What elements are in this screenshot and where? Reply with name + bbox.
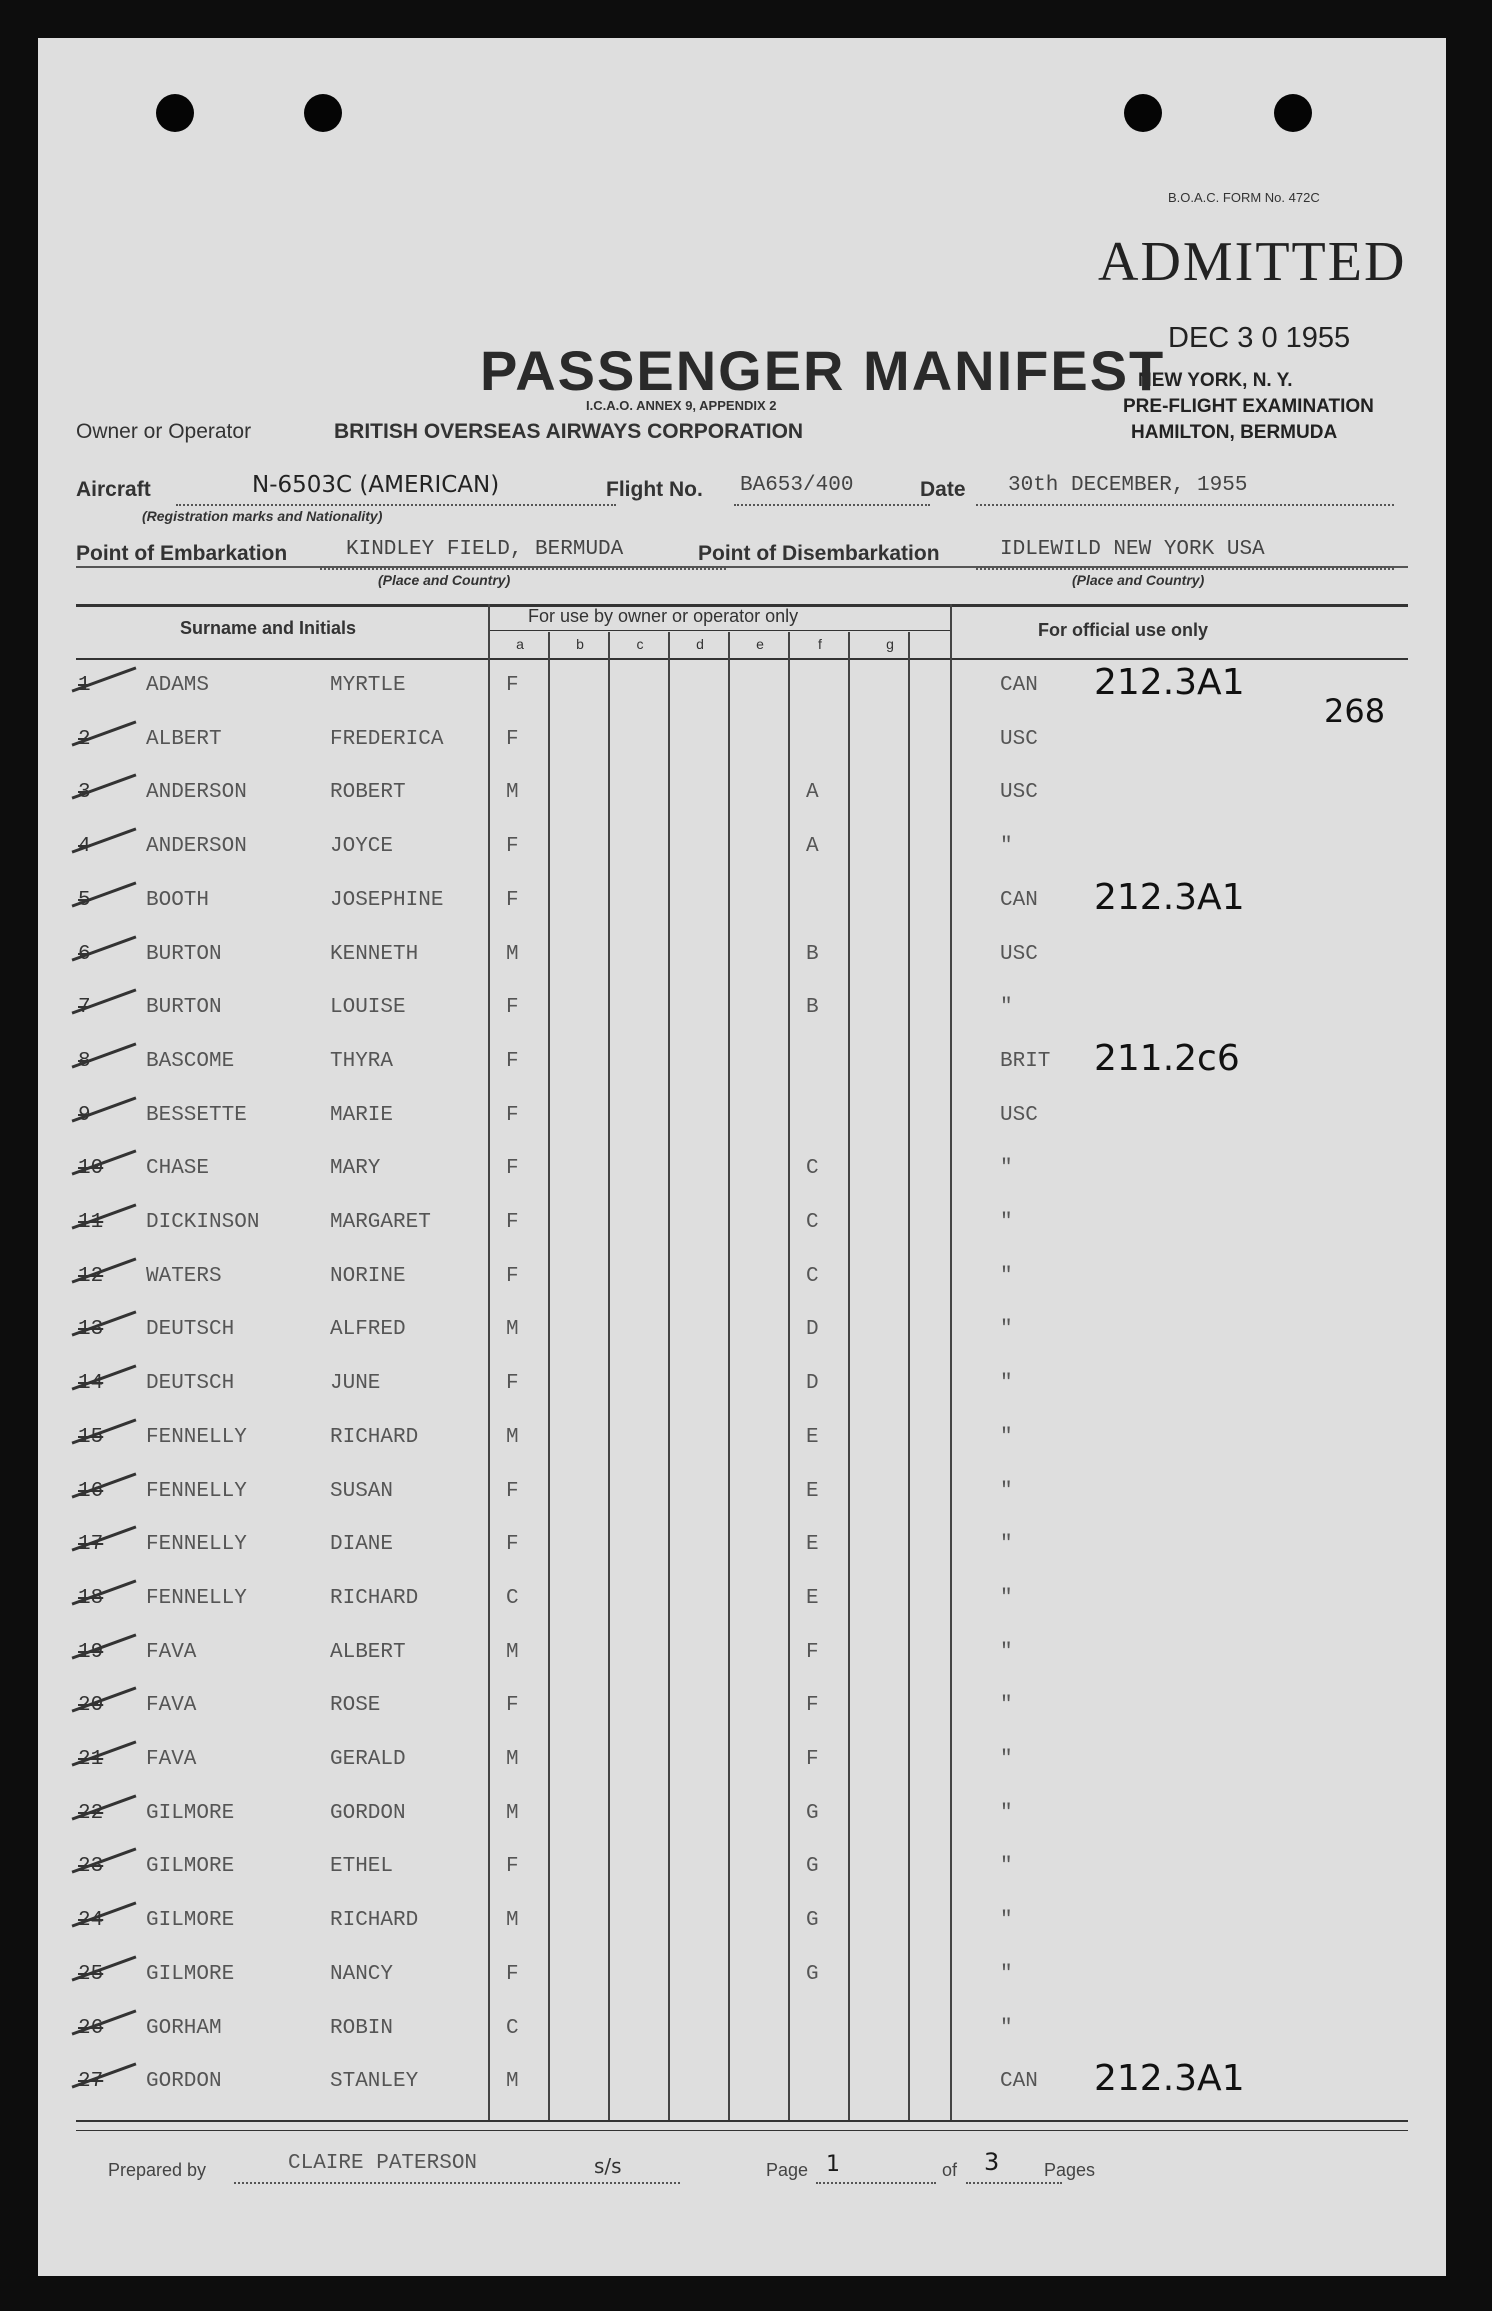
- given-name-cell: ALBERT: [330, 1641, 406, 1664]
- row-number: 8: [78, 1050, 91, 1073]
- admitted-stamp: ADMITTED: [1098, 231, 1407, 293]
- given-name-cell: JUNE: [330, 1372, 381, 1395]
- document-title: PASSENGER MANIFEST: [480, 339, 1166, 402]
- row-number: 26: [78, 2017, 104, 2040]
- passenger-row: [38, 2058, 1446, 2106]
- surname-cell: ADAMS: [146, 674, 210, 697]
- surname-cell: FENNELLY: [146, 1480, 247, 1503]
- date-label: Date: [920, 478, 966, 501]
- given-name-cell: ROBIN: [330, 2017, 394, 2040]
- nationality-cell: ": [1000, 1802, 1013, 1825]
- divider: [76, 566, 1408, 568]
- aircraft-note: (Registration marks and Nationality): [142, 508, 383, 524]
- disembark-note: (Place and Country): [1072, 572, 1205, 588]
- row-number: 9: [78, 1104, 91, 1127]
- page-value: 1: [826, 2152, 840, 2177]
- nationality-cell: ": [1000, 1694, 1013, 1717]
- surname-cell: DEUTSCH: [146, 1318, 235, 1341]
- flight-label: Flight No.: [606, 478, 703, 501]
- group-cell: F: [806, 1641, 819, 1664]
- stamp-line-3: HAMILTON, BERMUDA: [1131, 422, 1338, 443]
- handwritten-code: 212.3A1: [1094, 877, 1245, 918]
- manifest-sheet: [38, 38, 1446, 2276]
- row-number: 23: [78, 1855, 104, 1878]
- row-number: 5: [78, 889, 91, 912]
- sex-cell: M: [506, 781, 519, 804]
- nationality-cell: ": [1000, 1480, 1013, 1503]
- flight-line: [734, 504, 930, 506]
- given-name-cell: MARY: [330, 1157, 381, 1180]
- row-number: 3: [78, 781, 91, 804]
- group-cell: G: [806, 1963, 819, 1986]
- passenger-row: [38, 877, 1446, 925]
- given-name-cell: KENNETH: [330, 943, 419, 966]
- table-bottom-rule: [76, 2120, 1408, 2122]
- stamp-line-2: PRE-FLIGHT EXAMINATION: [1123, 396, 1374, 417]
- prepared-by-line: [234, 2182, 680, 2184]
- page-label: Page: [766, 2160, 809, 2180]
- surname-cell: GORDON: [146, 2070, 222, 2093]
- punch-hole: [304, 94, 342, 132]
- surname-cell: GILMORE: [146, 1963, 235, 1986]
- sex-cell: C: [506, 2017, 519, 2040]
- column-letter: a: [516, 636, 524, 652]
- sex-cell: F: [506, 1480, 519, 1503]
- disembark-value: IDLEWILD NEW YORK USA: [1000, 538, 1265, 561]
- handwritten-page-number: 268: [1324, 692, 1386, 730]
- surname-cell: ANDERSON: [146, 835, 247, 858]
- given-name-cell: FREDERICA: [330, 728, 444, 751]
- given-name-cell: LOUISE: [330, 996, 406, 1019]
- group-cell: A: [806, 835, 819, 858]
- surname-cell: FAVA: [146, 1748, 197, 1771]
- sex-cell: M: [506, 1426, 519, 1449]
- group-cell: C: [806, 1211, 819, 1234]
- row-number: 19: [78, 1641, 104, 1664]
- disembark-label: Point of Disembarkation: [698, 542, 940, 565]
- surname-header: Surname and Initials: [180, 618, 357, 638]
- sex-cell: F: [506, 1050, 519, 1073]
- passenger-row: [38, 662, 1446, 710]
- row-number: 18: [78, 1587, 104, 1610]
- aircraft-value: N-6503C (AMERICAN): [252, 472, 500, 498]
- passenger-row: [38, 781, 1446, 817]
- passenger-row: [38, 1694, 1446, 1730]
- surname-cell: ALBERT: [146, 728, 222, 751]
- sex-cell: F: [506, 1265, 519, 1288]
- nationality-cell: USC: [1000, 943, 1038, 966]
- given-name-cell: ROBERT: [330, 781, 406, 804]
- punch-hole: [156, 94, 194, 132]
- group-cell: B: [806, 996, 819, 1019]
- nationality-cell: CAN: [1000, 2070, 1038, 2093]
- nationality-cell: ": [1000, 1641, 1013, 1664]
- row-number: 1: [78, 674, 91, 697]
- passenger-row: [38, 996, 1446, 1032]
- row-number: 21: [78, 1748, 104, 1771]
- passenger-row: [38, 1802, 1446, 1838]
- column-rule: [950, 604, 952, 2120]
- column-letter: f: [818, 636, 822, 652]
- surname-cell: BESSETTE: [146, 1104, 247, 1127]
- group-cell: G: [806, 1909, 819, 1932]
- surname-cell: DICKINSON: [146, 1211, 260, 1234]
- column-letter: e: [756, 636, 764, 652]
- sex-cell: F: [506, 835, 519, 858]
- sex-cell: M: [506, 2070, 519, 2093]
- passenger-row: [38, 1426, 1446, 1462]
- group-cell: C: [806, 1265, 819, 1288]
- given-name-cell: THYRA: [330, 1050, 394, 1073]
- given-name-cell: RICHARD: [330, 1587, 419, 1610]
- passenger-row: [38, 2017, 1446, 2053]
- surname-cell: WATERS: [146, 1265, 222, 1288]
- sex-cell: M: [506, 1748, 519, 1771]
- nationality-cell: ": [1000, 1318, 1013, 1341]
- passenger-row: [38, 1157, 1446, 1193]
- flight-value: BA653/400: [740, 474, 854, 497]
- table-bottom-rule-2: [76, 2130, 1408, 2131]
- nationality-cell: ": [1000, 1157, 1013, 1180]
- surname-cell: FENNELLY: [146, 1426, 247, 1449]
- surname-cell: FENNELLY: [146, 1533, 247, 1556]
- group-cell: E: [806, 1533, 819, 1556]
- punch-hole: [1274, 94, 1312, 132]
- row-number: 27: [78, 2070, 104, 2093]
- group-cell: E: [806, 1480, 819, 1503]
- surname-cell: FAVA: [146, 1694, 197, 1717]
- row-number: 20: [78, 1694, 104, 1717]
- column-letter: g: [886, 636, 894, 652]
- nationality-cell: ": [1000, 1265, 1013, 1288]
- handwritten-code: 212.3A1: [1094, 2058, 1245, 2099]
- surname-cell: ANDERSON: [146, 781, 247, 804]
- row-number: 4: [78, 835, 91, 858]
- sex-cell: F: [506, 1372, 519, 1395]
- embark-value: KINDLEY FIELD, BERMUDA: [346, 538, 624, 561]
- row-number: 12: [78, 1265, 104, 1288]
- nationality-cell: ": [1000, 835, 1013, 858]
- column-letter: d: [696, 636, 704, 652]
- stamp-line-1: NEW YORK, N. Y.: [1138, 370, 1293, 391]
- passenger-row: [38, 1963, 1446, 1999]
- group-cell: F: [806, 1694, 819, 1717]
- group-cell: D: [806, 1372, 819, 1395]
- nationality-cell: ": [1000, 1211, 1013, 1234]
- surname-cell: GILMORE: [146, 1909, 235, 1932]
- disembark-line: [976, 568, 1394, 570]
- row-number: 6: [78, 943, 91, 966]
- given-name-cell: GORDON: [330, 1802, 406, 1825]
- passenger-row: [38, 1104, 1446, 1140]
- given-name-cell: MARIE: [330, 1104, 394, 1127]
- sex-cell: M: [506, 1802, 519, 1825]
- owner-label: Owner or Operator: [76, 420, 252, 443]
- given-name-cell: ETHEL: [330, 1855, 394, 1878]
- handwritten-code: 212.3A1: [1094, 662, 1245, 703]
- row-number: 10: [78, 1157, 104, 1180]
- sex-cell: M: [506, 1318, 519, 1341]
- nationality-cell: USC: [1000, 1104, 1038, 1127]
- nationality-cell: ": [1000, 1426, 1013, 1449]
- nationality-cell: ": [1000, 1748, 1013, 1771]
- given-name-cell: MYRTLE: [330, 674, 406, 697]
- passenger-row: [38, 835, 1446, 871]
- embark-note: (Place and Country): [378, 572, 511, 588]
- form-number: B.O.A.C. FORM No. 472C: [1168, 190, 1320, 205]
- row-number: 17: [78, 1533, 104, 1556]
- prepared-by-label: Prepared by: [108, 2160, 207, 2180]
- row-number: 2: [78, 728, 91, 751]
- passenger-row: [38, 1372, 1446, 1408]
- given-name-cell: RICHARD: [330, 1909, 419, 1932]
- passenger-row: [38, 1318, 1446, 1354]
- given-name-cell: GERALD: [330, 1748, 406, 1771]
- punch-hole: [1124, 94, 1162, 132]
- group-cell: A: [806, 781, 819, 804]
- surname-cell: DEUTSCH: [146, 1372, 235, 1395]
- group-cell: E: [806, 1587, 819, 1610]
- aircraft-line: [176, 504, 616, 506]
- passenger-row: [38, 1211, 1446, 1247]
- passenger-row: [38, 1533, 1446, 1569]
- sex-cell: F: [506, 1157, 519, 1180]
- passenger-row: [38, 1038, 1446, 1086]
- surname-cell: CHASE: [146, 1157, 210, 1180]
- sex-cell: F: [506, 1104, 519, 1127]
- given-name-cell: JOSEPHINE: [330, 889, 444, 912]
- row-number: 11: [78, 1211, 104, 1234]
- passenger-row: [38, 1265, 1446, 1301]
- surname-cell: BOOTH: [146, 889, 210, 912]
- surname-cell: BASCOME: [146, 1050, 235, 1073]
- row-number: 24: [78, 1909, 104, 1932]
- total-pages-line: [966, 2182, 1062, 2184]
- row-number: 14: [78, 1372, 104, 1395]
- group-cell: F: [806, 1748, 819, 1771]
- date-value: 30th DECEMBER, 1955: [1008, 474, 1248, 497]
- group-cell: G: [806, 1802, 819, 1825]
- nationality-cell: ": [1000, 996, 1013, 1019]
- column-letter: c: [636, 636, 644, 652]
- surname-cell: GILMORE: [146, 1855, 235, 1878]
- group-cell: D: [806, 1318, 819, 1341]
- prepared-by-value: CLAIRE PATERSON: [288, 2152, 478, 2175]
- row-number: 7: [78, 996, 91, 1019]
- nationality-cell: ": [1000, 1587, 1013, 1610]
- sex-cell: F: [506, 674, 519, 697]
- document-subtitle: I.C.A.O. ANNEX 9, APPENDIX 2: [586, 398, 777, 413]
- passenger-row: [38, 1855, 1446, 1891]
- official-use-header: For official use only: [1038, 620, 1209, 640]
- given-name-cell: NORINE: [330, 1265, 406, 1288]
- pages-label: Pages: [1044, 2160, 1096, 2180]
- passenger-row: [38, 728, 1446, 764]
- given-name-cell: DIANE: [330, 1533, 394, 1556]
- nationality-cell: CAN: [1000, 889, 1038, 912]
- aircraft-label: Aircraft: [76, 478, 151, 501]
- passenger-row: [38, 943, 1446, 979]
- surname-cell: BURTON: [146, 996, 222, 1019]
- sex-cell: F: [506, 1533, 519, 1556]
- subheader-rule: [490, 630, 950, 631]
- row-number: 25: [78, 1963, 104, 1986]
- sex-cell: M: [506, 943, 519, 966]
- given-name-cell: JOYCE: [330, 835, 394, 858]
- surname-cell: FAVA: [146, 1641, 197, 1664]
- row-number: 16: [78, 1480, 104, 1503]
- sex-cell: F: [506, 889, 519, 912]
- passenger-row: [38, 1909, 1446, 1945]
- sex-cell: F: [506, 1963, 519, 1986]
- handwritten-code: 211.2c6: [1094, 1038, 1240, 1079]
- total-pages-value: 3: [984, 2148, 1000, 2176]
- surname-cell: FENNELLY: [146, 1587, 247, 1610]
- header-bottom-rule: [76, 658, 1408, 660]
- nationality-cell: ": [1000, 1963, 1013, 1986]
- owner-use-header: For use by owner or operator only: [528, 606, 799, 626]
- column-letter: b: [576, 636, 584, 652]
- stamp-date: DEC 3 0 1955: [1168, 322, 1351, 354]
- sex-cell: M: [506, 1641, 519, 1664]
- owner-value: BRITISH OVERSEAS AIRWAYS CORPORATION: [334, 420, 804, 443]
- sex-cell: F: [506, 1855, 519, 1878]
- prepared-by-suffix: s/s: [594, 2154, 622, 2178]
- row-number: 22: [78, 1802, 104, 1825]
- surname-cell: BURTON: [146, 943, 222, 966]
- passenger-row: [38, 1480, 1446, 1516]
- nationality-cell: ": [1000, 1533, 1013, 1556]
- date-line: [976, 504, 1394, 506]
- nationality-cell: ": [1000, 1909, 1013, 1932]
- passenger-row: [38, 1748, 1446, 1784]
- nationality-cell: ": [1000, 2017, 1013, 2040]
- sex-cell: F: [506, 996, 519, 1019]
- given-name-cell: RICHARD: [330, 1426, 419, 1449]
- nationality-cell: USC: [1000, 728, 1038, 751]
- embark-label: Point of Embarkation: [76, 542, 288, 565]
- given-name-cell: ROSE: [330, 1694, 381, 1717]
- nationality-cell: ": [1000, 1855, 1013, 1878]
- group-cell: E: [806, 1426, 819, 1449]
- passenger-row: [38, 1587, 1446, 1623]
- group-cell: C: [806, 1157, 819, 1180]
- given-name-cell: NANCY: [330, 1963, 394, 1986]
- given-name-cell: STANLEY: [330, 2070, 419, 2093]
- nationality-cell: USC: [1000, 781, 1038, 804]
- row-number: 15: [78, 1426, 104, 1449]
- sex-cell: F: [506, 728, 519, 751]
- nationality-cell: ": [1000, 1372, 1013, 1395]
- sex-cell: M: [506, 1909, 519, 1932]
- sex-cell: F: [506, 1211, 519, 1234]
- group-cell: B: [806, 943, 819, 966]
- group-cell: G: [806, 1855, 819, 1878]
- embark-line: [320, 568, 726, 570]
- surname-cell: GORHAM: [146, 2017, 222, 2040]
- column-rule: [488, 604, 490, 2120]
- nationality-cell: CAN: [1000, 674, 1038, 697]
- row-number: 13: [78, 1318, 104, 1341]
- of-label: of: [942, 2160, 958, 2180]
- sex-cell: F: [506, 1694, 519, 1717]
- given-name-cell: SUSAN: [330, 1480, 394, 1503]
- given-name-cell: MARGARET: [330, 1211, 431, 1234]
- nationality-cell: BRIT: [1000, 1050, 1051, 1073]
- given-name-cell: ALFRED: [330, 1318, 406, 1341]
- surname-cell: GILMORE: [146, 1802, 235, 1825]
- page-line: [816, 2182, 936, 2184]
- sex-cell: C: [506, 1587, 519, 1610]
- passenger-row: [38, 1641, 1446, 1677]
